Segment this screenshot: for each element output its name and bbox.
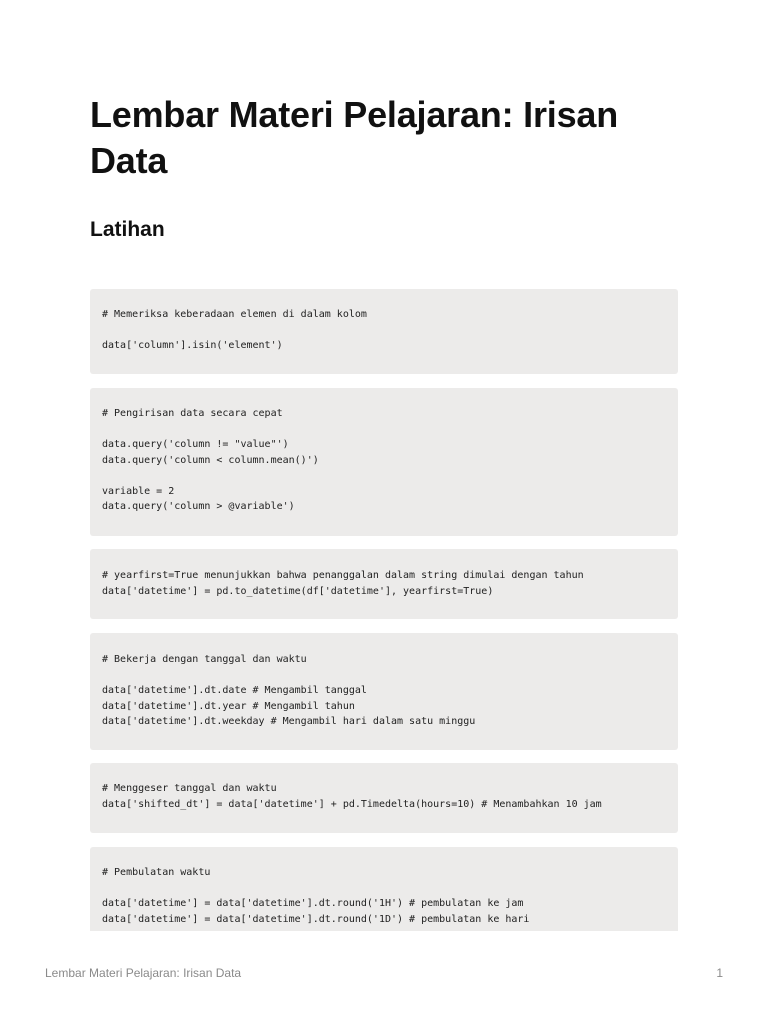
footer-document-title: Lembar Materi Pelajaran: Irisan Data bbox=[45, 966, 242, 980]
page-title: Lembar Materi Pelajaran: Irisan Data bbox=[90, 94, 619, 181]
code-block-timedelta bbox=[90, 763, 678, 833]
code-block-query bbox=[90, 388, 678, 536]
code-line: data.query('column != "value"') bbox=[102, 439, 289, 450]
section-heading: Latihan bbox=[90, 218, 165, 241]
code-block-isin bbox=[90, 289, 678, 374]
code-line: data['datetime'] = data['datetime'].dt.round('1H') # pembulatan ke jam bbox=[102, 898, 524, 909]
code-line: # Menggeser tanggal dan waktu bbox=[102, 783, 277, 794]
code-line: data['column'].isin('element') bbox=[102, 340, 283, 351]
code-line bbox=[102, 881, 666, 897]
code-line bbox=[102, 323, 666, 339]
code-line: data['datetime'].dt.year # Mengambil tahun bbox=[102, 700, 355, 712]
code-line: # Pembulatan waktu bbox=[102, 867, 211, 878]
code-block-round bbox=[90, 847, 678, 931]
code-line: # Bekerja dengan tanggal dan waktu bbox=[102, 654, 307, 665]
code-line: data['shifted_dt'] = data['datetime'] + pd.Timedelta(hours=10) # Menambahkan 10 jam bbox=[102, 798, 602, 810]
code-line bbox=[102, 668, 666, 684]
code-block-to-datetime bbox=[90, 549, 678, 619]
code-line: data['datetime'] = pd.to_datetime(df['datetime'], yearfirst=True) bbox=[102, 585, 494, 597]
code-line: data.query('column > @variable') bbox=[102, 501, 295, 512]
code-block-dt-accessors bbox=[90, 633, 678, 750]
code-line: # yearfirst=True menunjukkan bahwa penanggalan dalam string dimulai dengan tahun bbox=[102, 570, 584, 581]
code-line: data['datetime'].dt.date # Mengambil tanggal bbox=[102, 685, 367, 696]
code-line: variable = 2 bbox=[102, 485, 175, 497]
code-line: data.query('column < column.mean()') bbox=[102, 454, 319, 466]
page-number: 1 bbox=[716, 966, 723, 980]
code-line: # Pengirisan data secara cepat bbox=[102, 408, 283, 419]
code-line: # Memeriksa keberadaan elemen di dalam kolom bbox=[102, 309, 367, 320]
code-line bbox=[102, 422, 666, 438]
code-line: data['datetime'] = data['datetime'].dt.round('1D') # pembulatan ke hari bbox=[102, 913, 530, 925]
code-line: data['datetime'].dt.weekday # Mengambil hari dalam satu minggu bbox=[102, 716, 476, 727]
code-line bbox=[102, 468, 666, 484]
